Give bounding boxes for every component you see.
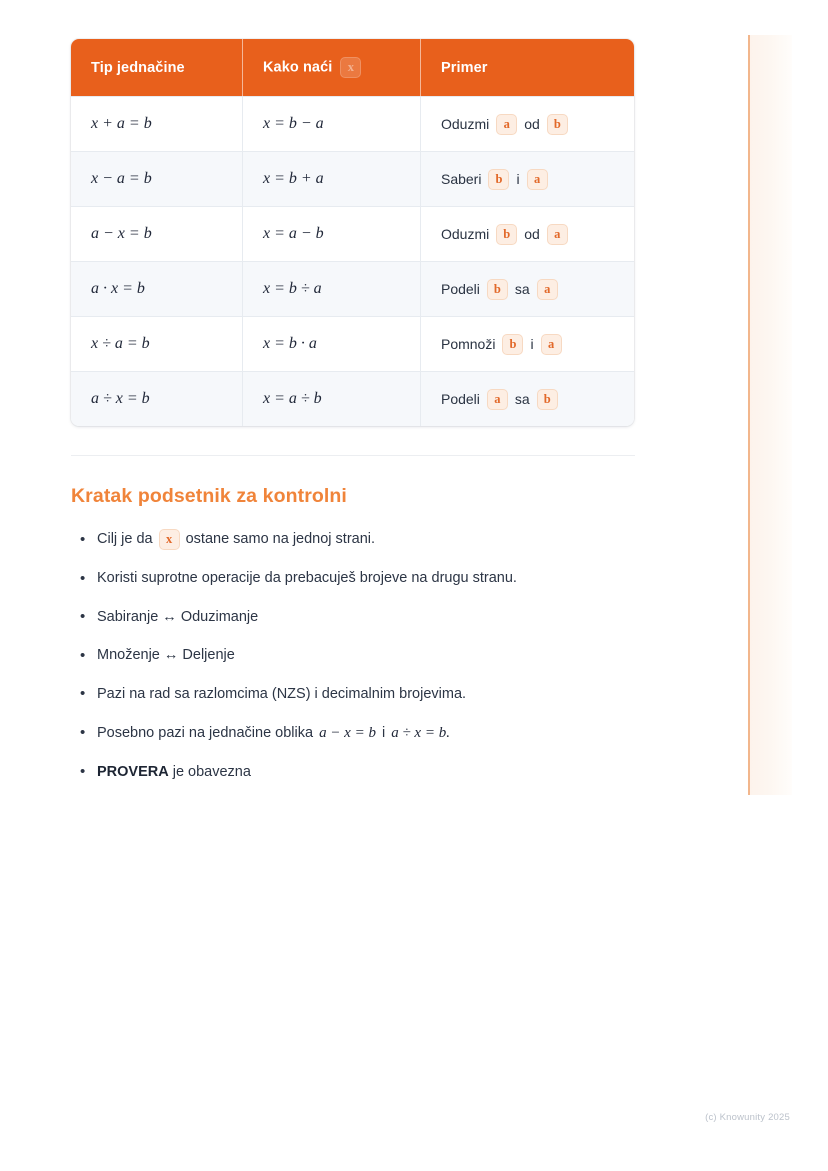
- inline-equation: a − x = b: [319, 725, 376, 742]
- variable-chip: b: [547, 114, 568, 135]
- table-header: [71, 39, 634, 96]
- cell-example: [421, 206, 634, 261]
- variable-chip: a: [537, 279, 558, 300]
- list-item: [71, 763, 635, 783]
- cell-equation-type: [71, 96, 243, 151]
- example-text: [441, 389, 614, 410]
- variable-chip: a: [496, 114, 517, 135]
- cell-equation-type: [71, 151, 243, 206]
- cell-example: [421, 371, 634, 426]
- variable-chip: a: [527, 169, 548, 190]
- solution-formula: x = b ÷ a: [262, 280, 322, 297]
- table-row: [71, 151, 634, 206]
- variable-chip: a: [487, 389, 508, 410]
- cell-equation-type: [71, 371, 243, 426]
- variable-chip: a: [547, 224, 568, 245]
- bullet-text: • Koristi suprotne operacije da prebacuješ brojeve na drugu stranu.: [97, 570, 517, 586]
- list-item: [71, 646, 635, 666]
- table-header-row: [71, 39, 634, 96]
- solution-formula: x = a ÷ b: [262, 390, 322, 407]
- cell-equation-type: [71, 206, 243, 261]
- variable-chip: b: [488, 169, 509, 190]
- variable-chip: b: [496, 224, 517, 245]
- cell-example: [421, 151, 634, 206]
- example-text: [441, 114, 614, 135]
- bullet-text-after: ostane samo na jednoj strani.: [185, 530, 376, 547]
- example-connector: od: [524, 226, 540, 242]
- example-connector: sa: [514, 391, 530, 407]
- cell-solution: [243, 206, 421, 261]
- list-item: [71, 685, 635, 705]
- variable-chip: a: [541, 334, 562, 355]
- cell-solution: [243, 151, 421, 206]
- example-text: [441, 169, 614, 190]
- table-row: [71, 206, 634, 261]
- section-divider: [71, 455, 635, 456]
- solution-formula: x = b · a: [262, 335, 317, 352]
- example-connector: sa: [514, 281, 530, 297]
- variable-chip-x-header: x: [340, 57, 361, 78]
- example-prefix: Oduzmi: [440, 116, 490, 132]
- cell-solution: [243, 316, 421, 371]
- example-connector: od: [524, 116, 540, 132]
- cell-equation-type: [71, 316, 243, 371]
- bullet-text-emphasis: • PROVERA: [97, 763, 169, 780]
- example-prefix: Podeli: [440, 281, 480, 297]
- bullet-text-connector: i: [381, 724, 386, 741]
- variable-chip: b: [537, 389, 558, 410]
- example-prefix: Podeli: [440, 391, 480, 407]
- cell-solution: [243, 261, 421, 316]
- column-header-type: [71, 39, 243, 96]
- variable-chip: b: [487, 279, 508, 300]
- variable-chip-x: x: [159, 529, 180, 550]
- example-connector: i: [530, 336, 534, 352]
- equation-type: x + a = b: [91, 115, 152, 132]
- table-row: [71, 371, 634, 426]
- example-text: [441, 334, 614, 355]
- equation-type: a − x = b: [91, 225, 152, 242]
- column-header-example: [421, 39, 634, 96]
- table-row: [71, 261, 634, 316]
- variable-chip: b: [502, 334, 523, 355]
- column-header-example-label: Primer: [440, 59, 488, 76]
- footer-copyright: (c) Knowunity 2025: [705, 1112, 790, 1123]
- summary-bullet-list: [71, 529, 635, 782]
- table-body: [71, 96, 634, 426]
- bullet-text: • Pazi na rad sa razlomcima (NZS) i decimalnim brojevima.: [97, 685, 467, 702]
- column-header-solve-label: Kako naći: [262, 59, 333, 76]
- inline-equation: a ÷ x = b.: [391, 725, 450, 742]
- column-header-type-label: Tip jednačine: [91, 59, 185, 76]
- column-header-solve: [243, 39, 421, 96]
- example-connector: i: [516, 171, 520, 187]
- decorative-side-strip: [748, 35, 792, 795]
- solution-formula: x = a − b: [262, 225, 324, 242]
- equation-type: a · x = b: [91, 280, 145, 297]
- bullet-text: je obavezna: [172, 763, 251, 780]
- list-item: [71, 608, 635, 628]
- example-text: [441, 279, 614, 300]
- cell-example: [421, 96, 634, 151]
- equation-type: a ÷ x = b: [91, 390, 150, 407]
- bullet-text-before: • Posebno pazi na jednačine oblika: [97, 724, 314, 741]
- example-text: [441, 224, 614, 245]
- content-column: [71, 39, 635, 801]
- page-title: Kratak podsetnik za kontrolni: [71, 485, 347, 507]
- solution-formula: x = b + a: [262, 170, 324, 187]
- cell-solution: [243, 371, 421, 426]
- cell-example: [421, 316, 634, 371]
- solution-formula: x = b − a: [262, 115, 324, 132]
- cell-equation-type: [71, 261, 243, 316]
- bullet-text: • Množenje ↔ Deljenje: [97, 647, 235, 664]
- list-item: [71, 723, 635, 743]
- example-prefix: Oduzmi: [440, 226, 490, 242]
- cell-example: [421, 261, 634, 316]
- equation-type: x − a = b: [91, 170, 152, 187]
- cell-solution: [243, 96, 421, 151]
- bullet-text-before: • Cilj je da: [97, 530, 153, 547]
- list-item: [71, 569, 635, 589]
- table-row: [71, 316, 634, 371]
- bullet-text: • Sabiranje ↔ Oduzimanje: [97, 608, 259, 625]
- example-prefix: Pomnoži: [440, 336, 496, 352]
- equation-types-table: [71, 39, 634, 426]
- list-item: [71, 529, 635, 550]
- table-row: [71, 96, 634, 151]
- example-prefix: Saberi: [440, 171, 482, 187]
- equation-type: x ÷ a = b: [91, 335, 150, 352]
